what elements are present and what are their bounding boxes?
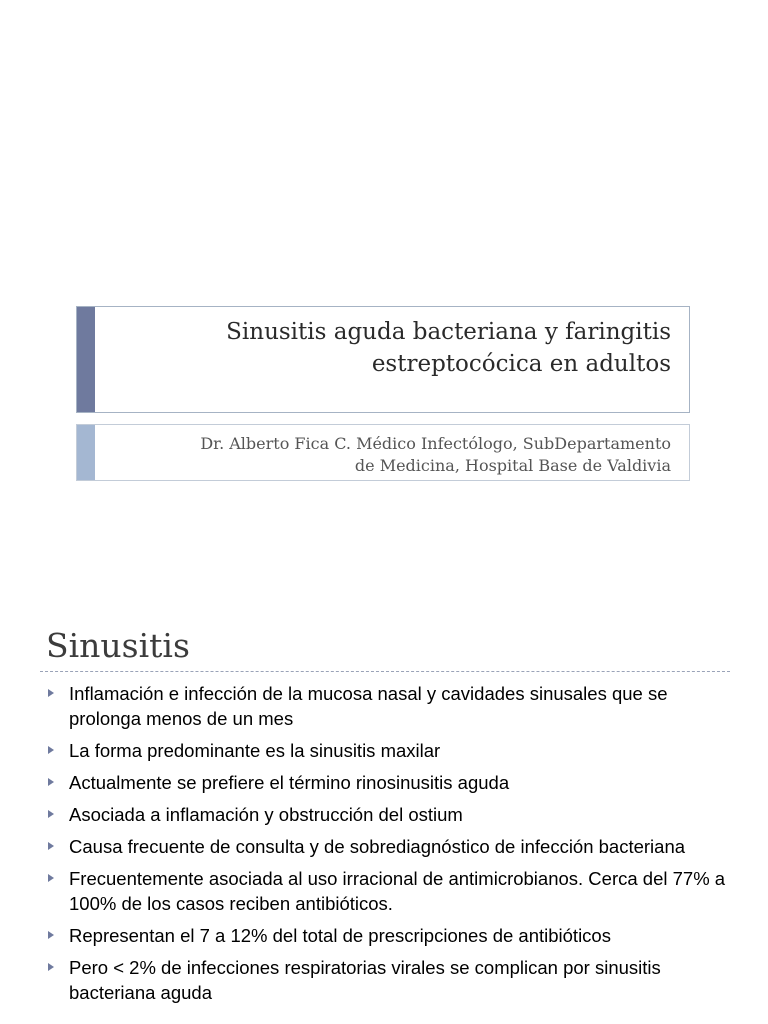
- bullet-item: [48, 738, 728, 763]
- title-line: Sinusitis aguda bacteriana y faringitis: [226, 319, 671, 345]
- slide-title: [107, 316, 671, 380]
- bullet-arrow-icon: [48, 778, 54, 786]
- bullet-item: [48, 923, 728, 948]
- bullet-item: [48, 955, 728, 1005]
- bullet-item: [48, 770, 728, 795]
- bullet-arrow-icon: [48, 874, 54, 882]
- bullet-item: [48, 681, 728, 731]
- bullet-arrow-icon: [48, 746, 54, 754]
- bullet-arrow-icon: [48, 931, 54, 939]
- title-accent-bar: [77, 307, 95, 412]
- bullet-text: Representan el 7 a 12% del total de prescripciones de antibióticos: [69, 925, 611, 946]
- bullet-text: Inflamación e infección de la mucosa nasal y cavidades sinusales que se prolonga menos de un mes: [69, 683, 668, 729]
- bullet-text: Actualmente se prefiere el término rinosinusitis aguda: [69, 772, 510, 793]
- bullet-arrow-icon: [48, 810, 54, 818]
- title-line: estreptocócica en adultos: [371, 351, 671, 377]
- subtitle-line: de Medicina, Hospital Base de Valdivia: [354, 456, 671, 475]
- bullet-item: [48, 834, 728, 859]
- subtitle-box: [76, 424, 690, 481]
- title-box: [76, 306, 690, 413]
- slide-subtitle: [107, 433, 671, 477]
- bullet-arrow-icon: [48, 963, 54, 971]
- bullet-text: La forma predominante es la sinusitis maxilar: [69, 740, 441, 761]
- bullet-arrow-icon: [48, 842, 54, 850]
- bullet-text: Pero < 2% de infecciones respiratorias virales se complican por sinusitis bacteriana aguda: [69, 957, 661, 1003]
- subtitle-accent-bar: [77, 425, 95, 480]
- section-heading: Sinusitis: [46, 626, 190, 665]
- bullet-text: Causa frecuente de consulta y de sobrediagnóstico de infección bacteriana: [69, 836, 686, 857]
- bullet-item: [48, 866, 728, 916]
- bullet-item: [48, 802, 728, 827]
- dashed-divider: [40, 671, 730, 672]
- subtitle-line: Dr. Alberto Fica C. Médico Infectólogo, SubDepartamento: [200, 434, 671, 453]
- bullet-text: Asociada a inflamación y obstrucción del ostium: [69, 804, 463, 825]
- bullet-text: Frecuentemente asociada al uso irracional de antimicrobianos. Cerca del 77% a 100% de los casos reciben antibióticos.: [69, 868, 726, 914]
- bullet-list: [48, 681, 728, 1012]
- bullet-arrow-icon: [48, 689, 54, 697]
